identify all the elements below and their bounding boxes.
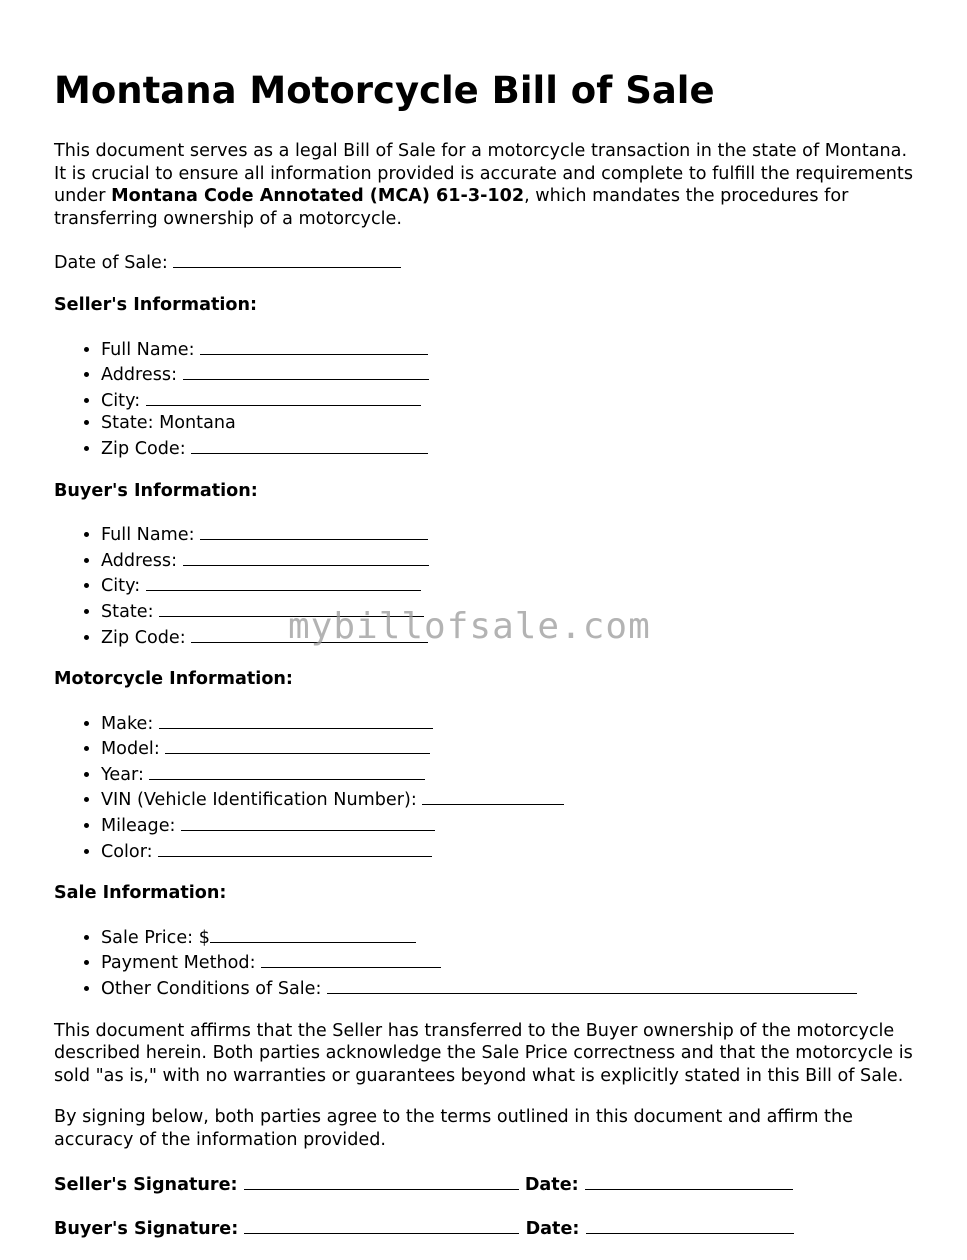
buyer-signature-row [54, 1215, 914, 1241]
intro-code: Montana Code Annotated (MCA) 61-3-102 [111, 186, 525, 207]
model-field[interactable] [165, 735, 430, 754]
make-label: Make: [101, 713, 154, 734]
model-label: Model: [101, 739, 160, 760]
buyer-city-label: City: [101, 576, 141, 597]
seller-zip-field[interactable] [191, 435, 428, 454]
seller-state-label: State: Montana [101, 413, 236, 434]
seller-full-name-label: Full Name: [101, 339, 195, 360]
affirmation-paragraph: This document affirms that the Seller has transferred to the Buyer ownership of the motorcycle described herein. Both parties acknowledge the Sale Price correctness and that the motorcycle is sold "as is," with no warranties or guarantees beyond what is explicitly stated in this Bill of Sale. [54, 1020, 913, 1086]
vin-field[interactable] [422, 786, 564, 805]
seller-city-field[interactable] [146, 387, 421, 406]
color-label: Color: [101, 841, 153, 862]
seller-date-label: Date: [524, 1174, 579, 1195]
make-field[interactable] [159, 710, 433, 729]
other-conditions-label: Other Conditions of Sale: [101, 979, 322, 1000]
list-item [101, 361, 914, 387]
list-item [101, 786, 914, 812]
list-item [101, 761, 914, 787]
sale-heading: Sale Information: [54, 883, 227, 904]
list-item [101, 387, 914, 413]
list-item [101, 521, 914, 547]
intro-text-1: This document serves as a legal Bill of Sale for a motorcycle transaction in the state of Montana. It is crucial to ensure all information provided is accurate and complete to fulfill the requirements under [54, 141, 913, 207]
list-item [101, 710, 914, 736]
list-item [101, 547, 914, 573]
sale-list [54, 924, 914, 1001]
motorcycle-heading: Motorcycle Information: [54, 669, 293, 690]
date-of-sale-label: Date of Sale: [54, 253, 168, 274]
buyer-full-name-label: Full Name: [101, 525, 195, 546]
seller-signature-label: Seller's Signature: [54, 1174, 238, 1195]
seller-address-field[interactable] [183, 361, 429, 380]
seller-date-field[interactable] [585, 1171, 793, 1190]
list-item [101, 975, 914, 1001]
other-conditions-field[interactable] [327, 975, 857, 994]
seller-heading: Seller's Information: [54, 294, 258, 315]
seller-signature-row [54, 1171, 914, 1197]
list-item [101, 572, 914, 598]
year-field[interactable] [149, 761, 425, 780]
document [54, 66, 914, 1260]
buyer-signature-field[interactable] [244, 1215, 519, 1234]
buyer-signature-label: Buyer's Signature: [54, 1219, 239, 1240]
intro-text-2: , which mandates the procedures for transferring ownership of a motorcycle. [54, 186, 849, 229]
seller-city-label: City: [101, 390, 141, 411]
watermark: mybillofsale.com [288, 606, 651, 647]
list-item [101, 924, 914, 950]
buyer-state-label: State: [101, 601, 154, 622]
seller-zip-label: Zip Code: [101, 438, 186, 459]
sale-price-label: Sale Price: $ [101, 927, 210, 948]
buyer-date-field[interactable] [586, 1215, 794, 1234]
mileage-label: Mileage: [101, 816, 176, 837]
buyer-heading: Buyer's Information: [54, 480, 258, 501]
intro-paragraph [54, 140, 914, 230]
payment-method-field[interactable] [261, 949, 441, 968]
list-item [101, 812, 914, 838]
seller-list [54, 336, 914, 461]
mileage-field[interactable] [181, 812, 435, 831]
buyer-date-label: Date: [525, 1219, 580, 1240]
page-title: Montana Motorcycle Bill of Sale [54, 69, 715, 112]
list-item [101, 838, 914, 864]
buyer-full-name-field[interactable] [200, 521, 428, 540]
list-item [101, 949, 914, 975]
list-item [101, 412, 914, 435]
agreement-paragraph: By signing below, both parties agree to the terms outlined in this document and affirm the accuracy of the information provided. [54, 1107, 853, 1150]
seller-signature-field[interactable] [244, 1171, 519, 1190]
list-item [101, 336, 914, 362]
year-label: Year: [101, 764, 144, 785]
motorcycle-list [54, 710, 914, 864]
date-of-sale-row [54, 249, 914, 275]
color-field[interactable] [158, 838, 432, 857]
list-item [101, 735, 914, 761]
buyer-city-field[interactable] [146, 572, 421, 591]
seller-address-label: Address: [101, 365, 177, 386]
vin-label: VIN (Vehicle Identification Number): [101, 790, 417, 811]
payment-method-label: Payment Method: [101, 953, 256, 974]
sale-price-field[interactable] [210, 924, 416, 943]
buyer-address-field[interactable] [183, 547, 429, 566]
buyer-address-label: Address: [101, 550, 177, 571]
buyer-zip-label: Zip Code: [101, 627, 186, 648]
date-of-sale-field[interactable] [173, 249, 401, 268]
list-item [101, 435, 914, 461]
seller-full-name-field[interactable] [200, 336, 428, 355]
